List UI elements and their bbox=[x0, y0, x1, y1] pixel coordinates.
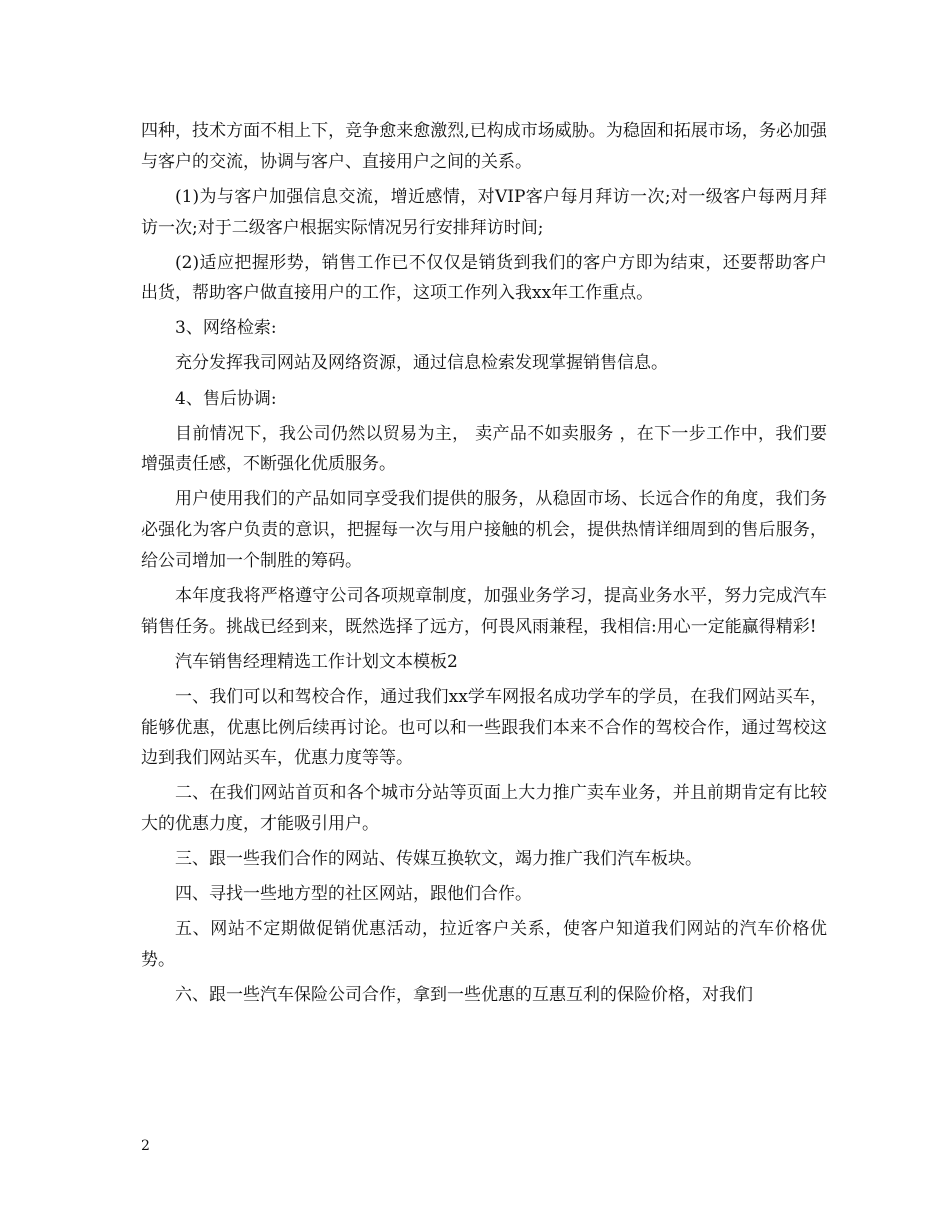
paragraph: 目前情况下，我公司仍然以贸易为主， 卖产品不如卖服务 ，在下一步工作中，我们要增强责任感，不断强化优质服务。 bbox=[141, 423, 827, 475]
document-body bbox=[141, 116, 827, 1015]
paragraph: 六、跟一些汽车保险公司合作，拿到一些优惠的互惠互利的保险价格，对我们 bbox=[175, 985, 753, 1006]
section-heading: 3、网络检索: bbox=[175, 318, 277, 339]
paragraph: 本年度我将严格遵守公司各项规章制度，加强业务学习，提高业务水平，努力完成汽车销售任务。挑战已经到来，既然选择了远方，何畏风雨兼程，我相信:用心一定能赢得精彩! bbox=[141, 585, 827, 637]
paragraph: 充分发挥我司网站及网络资源，通过信息检索发现掌握销售信息。 bbox=[175, 353, 668, 374]
paragraph: (1)为与客户加强信息交流，增近感情，对VIP客户每月拜访一次;对一级客户每两月拜访一次;对于二级客户根据实际情况另行安排拜访时间; bbox=[141, 186, 827, 238]
paragraph: 二、在我们网站首页和各个城市分站等页面上大力推广卖车业务，并且前期肯定有比较大的优惠力度，才能吸引用户。 bbox=[141, 783, 827, 835]
paragraph: 三、跟一些我们合作的网站、传媒互换软文，竭力推广我们汽车板块。 bbox=[175, 849, 702, 870]
section-heading: 4、售后协调: bbox=[175, 388, 277, 409]
paragraph: 五、网站不定期做促销优惠活动，拉近客户关系，使客户知道我们网站的汽车价格优势。 bbox=[141, 919, 827, 971]
document-subtitle: 汽车销售经理精选工作计划文本模板2 bbox=[175, 651, 458, 672]
paragraph: 一、我们可以和驾校合作，通过我们xx学车网报名成功学车的学员，在我们网站买车，能够优惠，优惠比例后续再讨论。也可以和一些跟我们本来不合作的驾校合作，通过驾校这边到我们网站买车，优惠力度等等。 bbox=[141, 686, 827, 769]
paragraph: 用户使用我们的产品如同享受我们提供的服务，从稳固市场、长远合作的角度，我们务必强化为客户负责的意识，把握每一次与用户接触的机会，提供热情详细周到的售后服务，给公司增加一个制胜的筹码。 bbox=[141, 489, 827, 571]
page-number: 2 bbox=[141, 1138, 150, 1154]
paragraph: 四种，技术方面不相上下，竞争愈来愈激烈,已构成市场威胁。为稳固和拓展市场，务必加强与客户的交流，协调与客户、直接用户之间的关系。 bbox=[141, 121, 827, 172]
paragraph: (2)适应把握形势，销售工作已不仅仅是销货到我们的客户方即为结束，还要帮助客户出货，帮助客户做直接用户的工作，这项工作列入我xx年工作重点。 bbox=[141, 252, 827, 304]
paragraph: 四、寻找一些地方型的社区网站，跟他们合作。 bbox=[175, 884, 532, 905]
